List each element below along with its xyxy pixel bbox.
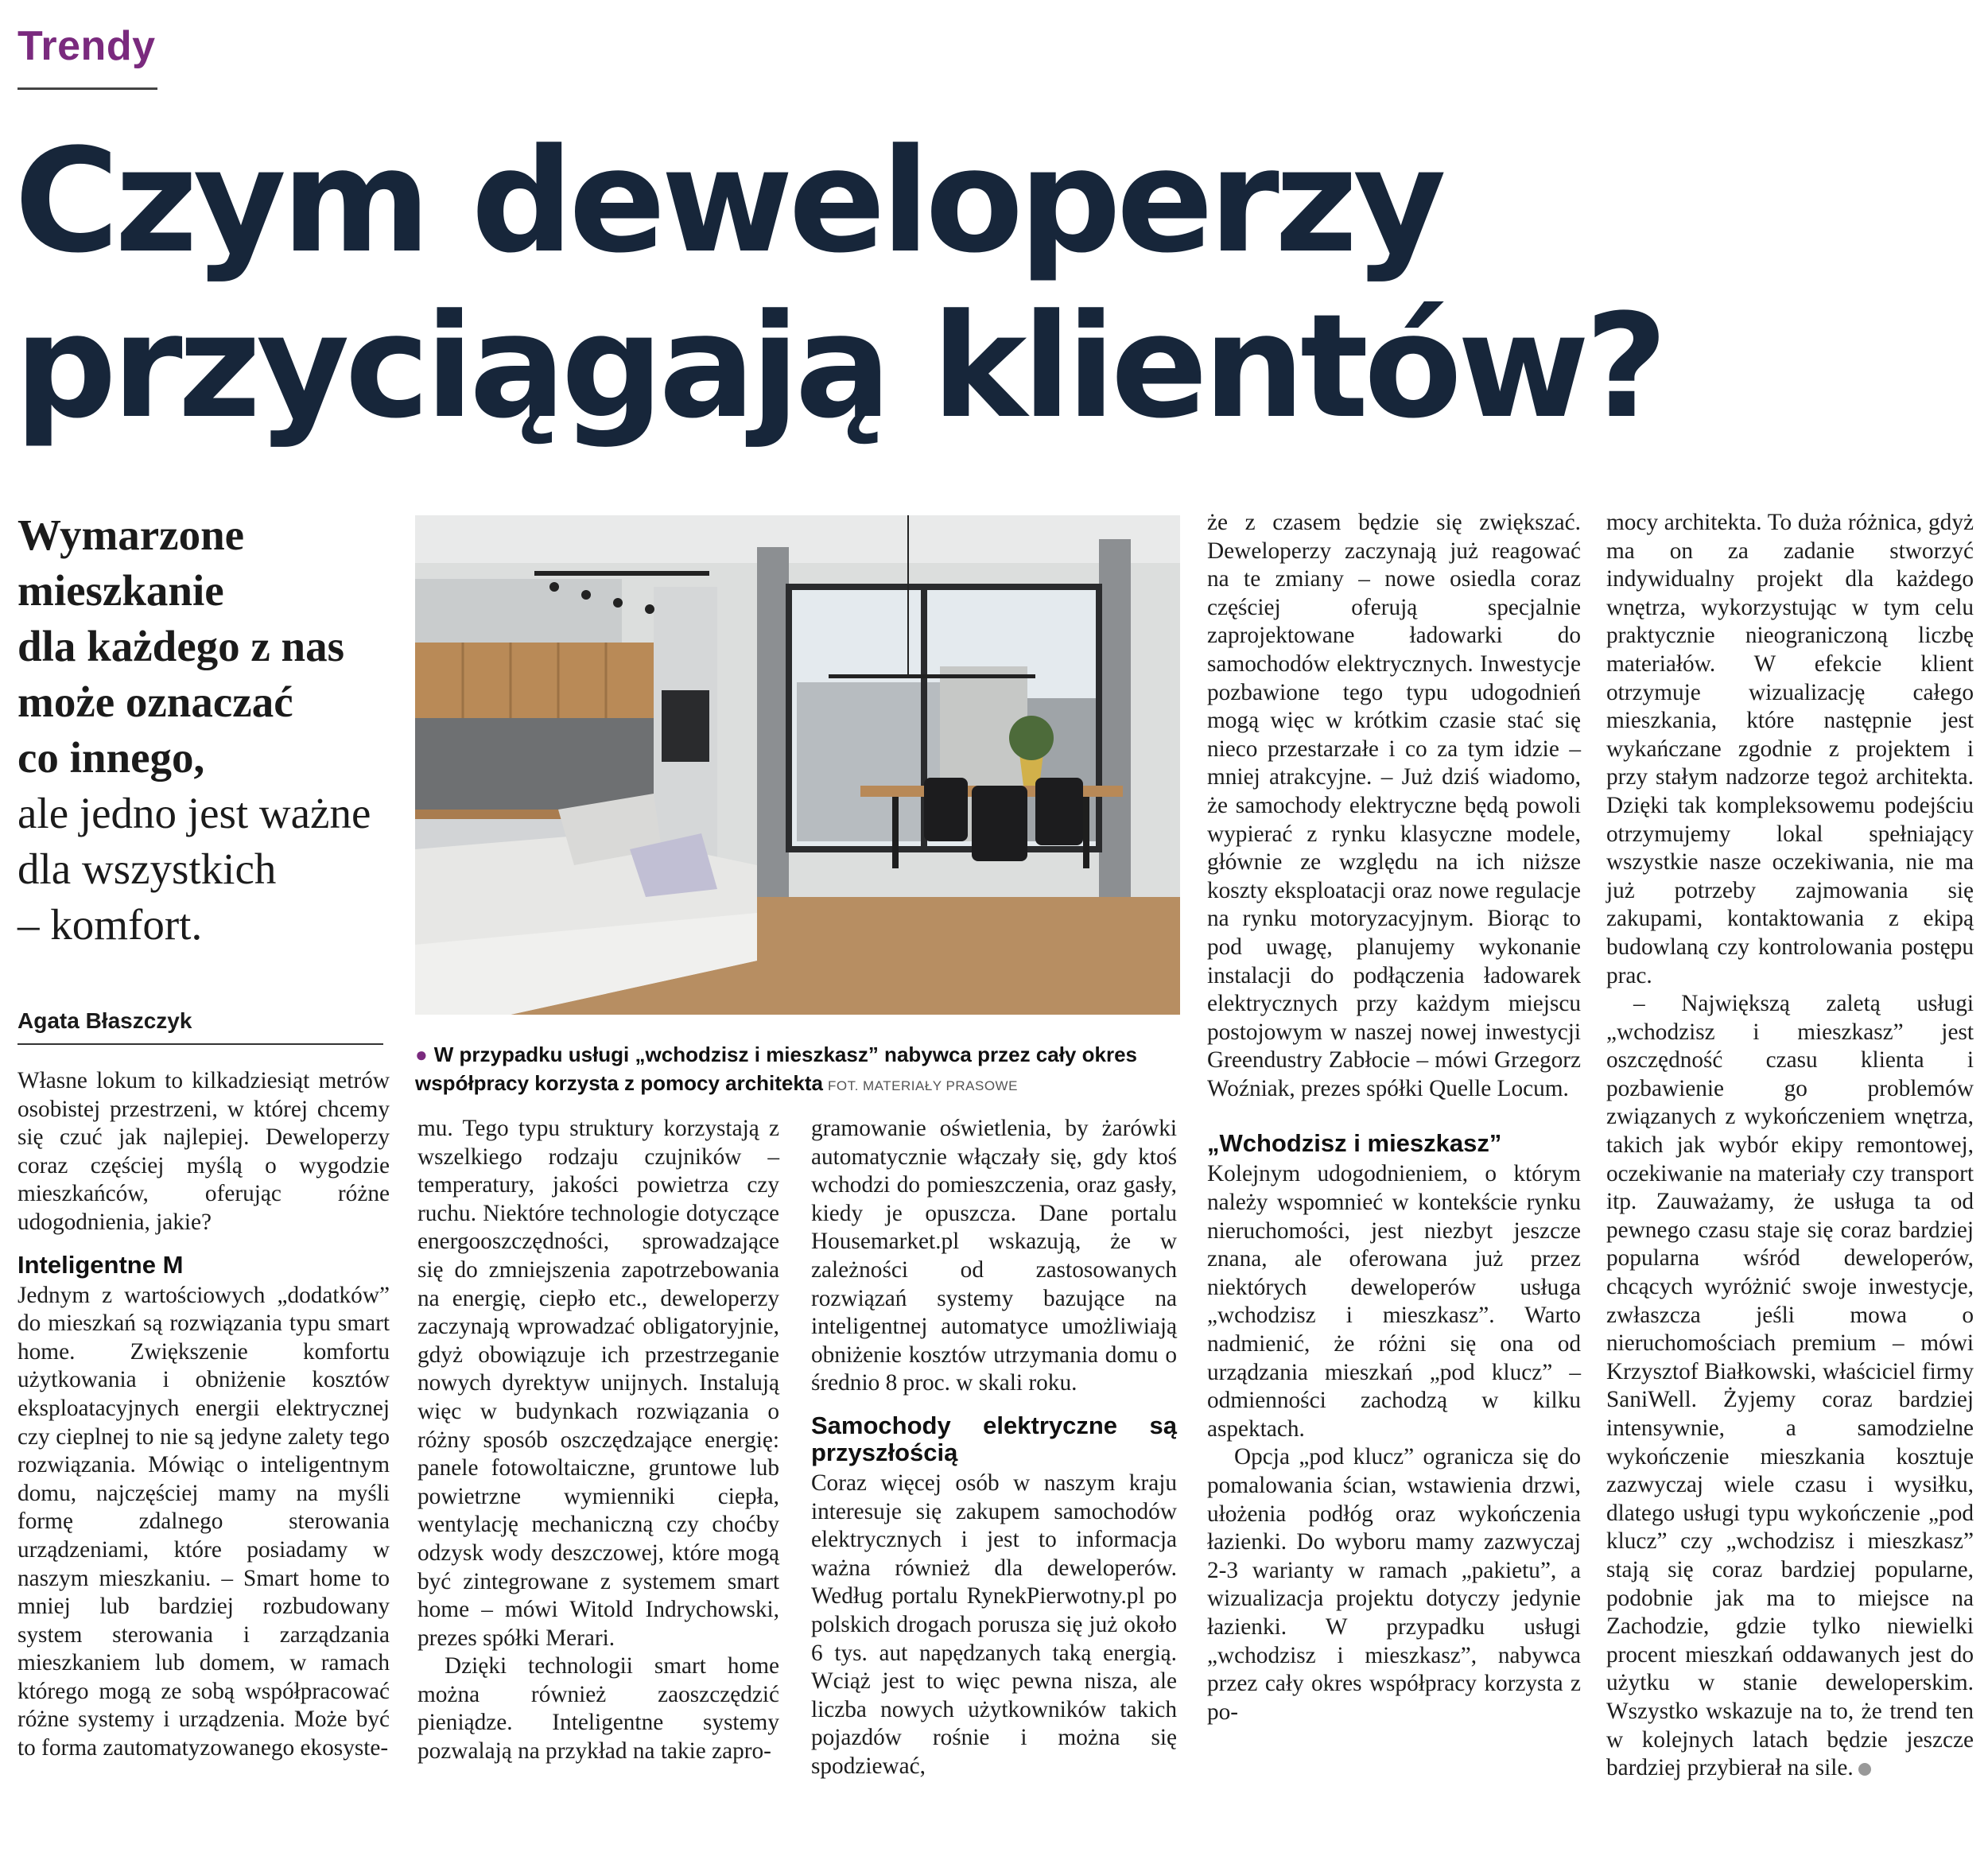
subheading-smart-home: Inteligentne M [17,1250,184,1279]
lead-light-line: – komfort. [17,900,203,949]
lead-strong-line: może oznaczać [17,678,293,726]
lead-light-line: dla wszystkich [17,845,277,893]
lead-strong-line: Wymarzone [17,511,245,559]
caption-text: W przypadku usługi „wchodzisz i mieszkasz” nabywca przez cały okres współpracy korzysta z pomocy architekta [415,1043,1137,1095]
paragraph-smart-1b: mu. Tego typu struktury korzystają z wszelkiego rodzaju czujników – temperatury, jakości powietrza czy ruchu. Niektóre technologie dotyczące energooszczędności, sprowadzające się do zmniejszenia zapotrzebowania na energię, ciepło etc., deweloperzy zaczynają wprowadzać obligatoryjnie, gdyż obowiązuje ich przestrzeganie nowych dyrektyw unijnych. Instalują więc w budynkach rozwiązania o różny sposób oszczędzające energię: panele fotowoltaiczne, gruntowe lub powietrzne wymienniki ciepła, wentylację mechaniczną czy choćby odzysk wody deszczowej, które mogą być zintegrowane z systemem smart home – mówi Witold Indrychowski, prezes spółki Merari. [417,1116,779,1651]
headline [14,119,1978,450]
article-column-1 [17,1067,390,1763]
article-column-5 [1606,509,1974,1783]
paragraph-wim-1: Kolejnym udogodnieniem, o którym należy wspomnieć w kontekście rynku nieruchomości, jest niezbyt jeszcze znana, ale oferowana już przez niektórych deweloperów usługa „wchodzisz i mieszkasz”. Warto nadmienić, że różni się ona od urządzania mieszkań „pod klucz” – odmienności zachodzą w kilku aspektach. [1207,1161,1581,1442]
lead-light-line: ale jedno jest ważne [17,789,371,837]
author-byline: Agata Błaszczyk [17,1008,383,1045]
paragraph-cars-a: Coraz więcej osób w naszym kraju interesuje się zakupem samochodów elektrycznych i jest to informacja ważna również dla deweloperów. Według portalu RynekPierwotny.pl po polskich drogach porusza się już około 6 tys. aut napędzanych taką energią. Wciąż jest to więc pewna nisza, ale liczba nowych użytkowników takich pojazdów rośnie i można się spodziewać, [811,1470,1177,1779]
article-column-4 [1207,509,1581,1726]
paragraph-wim-3 [1606,990,1974,1783]
paragraph-wim-3-text: – Największą zaletą usługi „wchodzisz i mieszkasz” jest oszczędność czasu klienta i pozbawienie go problemów związanych z wykończeniem wnętrza, takich jak wybór ekipy remontowej, oczekiwanie na materiały czy transport itp. Zauważamy, że usługa ta od pewnego czasu staje się coraz bardziej popularna wśród deweloperów, chcących wyróżnić swoje inwestycje, zwłaszcza jeśli mowa o nieruchomościach premium – mówi Krzysztof Białkowski, właściciel firmy SaniWell. Żyjemy coraz bardziej intensywnie, a samodzielne wykończenie mieszkania kosztuje zazwyczaj wiele czasu i wysiłku, dlatego usługi typu wykończenie „pod klucz” czy „wchodzisz i mieszkasz” stają się coraz bardziej popularne, podobnie jak ma to miejsce na Zachodzie, gdzie tylko niewielki procent mieszkań oddawanych jest do użytku w stanie deweloperskim. Wszystko wskazuje na to, że trend ten w kolejnych latach będzie jeszcze bardziej przybierał na sile. [1606,991,1974,1781]
photo-credit: FOT. MATERIAŁY PRASOWE [827,1078,1018,1093]
lead-strong-line: mieszkanie [17,566,224,615]
headline-line-1: Czym deweloperzy [14,118,1442,285]
section-tag: Trendy [17,23,156,69]
article-column-3 [811,1115,1177,1780]
intro-paragraph: Własne lokum to kilkadziesiąt metrów osobistej przestrzeni, w której chcemy się czuć jak najlepiej. Deweloperzy coraz częściej myślą o wygodzie mieszkańców, oferując różne udogodnienia, jakie? [17,1068,390,1235]
headline-line-2: przyciągają klientów? [14,284,1664,450]
lead [17,507,391,953]
subheading-electric-cars: Samochody elektryczne są przyszłością [811,1411,1177,1466]
paragraph-cars-b: że z czasem będzie się zwiększać. Deweloperzy zaczynają już reagować na te zmiany – nowe osiedla coraz częściej oferują specjalnie zaprojektowane ładowarki do samochodów elektrycznych. Inwestycje pozbawione tego typu udogodnień mogą więc w krótkim czasie stać się nieco przestarzałe i co za tym idzie – mniej atrakcyjne. – Już dziś wiadomo, że samochody elektryczne będą powoli wypierać z rynku klasyczne modele, głównie ze względu na ich niższe koszty eksploatacji oraz nowe regulacje na rynku motoryzacyjnym. Biorąc to pod uwagę, planujemy wykonanie instalacji do podłączenia ładowarek elektrycznych przy każdym miejscu postojowym w naszej nowej inwestycji Greendustry Zabłocie – mówi Grzegorz Woźniak, prezes spółki Quelle Locum. [1207,510,1581,1101]
lead-strong-line: co innego, [17,733,205,782]
article-photo [415,515,1180,1015]
paragraph-wim-2b: mocy architekta. To duża różnica, gdyż ma on za zadanie stworzyć indywidualny projekt dla każdego wnętrza, wykorzystując w tym celu praktycznie nieograniczoną liczbę materiałów. W efekcie klient otrzymuje wizualizację całego mieszkania, które następnie jest wykańczane zgodnie z projektem i przy stałym nadzorze tegoż architekta. Dzięki tak kompleksowemu podejściu otrzymujemy lokal spełniający wszystkie nasze oczekiwania, nie ma już potrzeby zajmowania się zakupami, kontaktowania z ekipą budowlaną czy kontrolowania postępu prac. [1606,510,1974,988]
paragraph-wim-2a: Opcja „pod klucz” ogranicza się do pomalowania ścian, wstawienia drzwi, ułożenia podłóg oraz wykończenia łazienki. Do wyboru mamy zazwyczaj 2-3 warianty w ramach „pakietu”, a wizualizacja projektu dotyczy jedynie łazienki. W przypadku usługi „wchodzisz i mieszkasz”, nabywca przez cały okres współpracy korzysta z po- [1207,1444,1581,1725]
paragraph-smart-2a: Dzięki technologii smart home można również zaoszczędzić pieniądze. Inteligentne systemy pozwalają na przykład na takie zapro- [417,1653,779,1765]
subheading-wchodzisz-i-mieszkasz: „Wchodzisz i mieszkasz” [1207,1129,1502,1158]
caption-bullet-icon: ● [415,1043,428,1066]
lead-strong-line: dla każdego z nas [17,622,345,670]
photo-caption [415,1040,1180,1101]
paragraph-smart-1a: Jednym z wartościowych „dodatków” do mieszkań są rozwiązania typu smart home. Zwiększenie komfortu użytkowania i obniżenie kosztów eksploatacyjnych energii elektrycznej czy cieplnej to nie są jedyne zalety tego rozwiązania. Mówiąc o inteligentnym domu, najczęściej mamy na myśli formę zdalnego sterowania urządzeniami, które posiadamy w naszym mieszkaniu. – Smart home to mniej lub bardziej rozbudowany system sterowania i zarządzania mieszkaniem lub domem, w ramach którego mogą ze sobą współpracować różne systemy i urządzenia. Może być to forma zautomatyzowanego ekosyste- [17,1282,390,1761]
section-rule [17,87,157,90]
article-column-2 [417,1115,779,1766]
paragraph-smart-2b: gramowanie oświetlenia, by żarówki automatycznie włączały się, gdy ktoś wchodzi do pomieszczenia, oraz gasły, kiedy je opuszcza. Dane portalu Housemarket.pl wskazują, że w zależności od zastosowanych rozwiązań systemy bazujące na inteligentnej automatyce umożliwiają obniżenie kosztów utrzymania domu o średnio 8 proc. w skali roku. [811,1116,1177,1396]
end-of-article-icon [1858,1763,1871,1776]
